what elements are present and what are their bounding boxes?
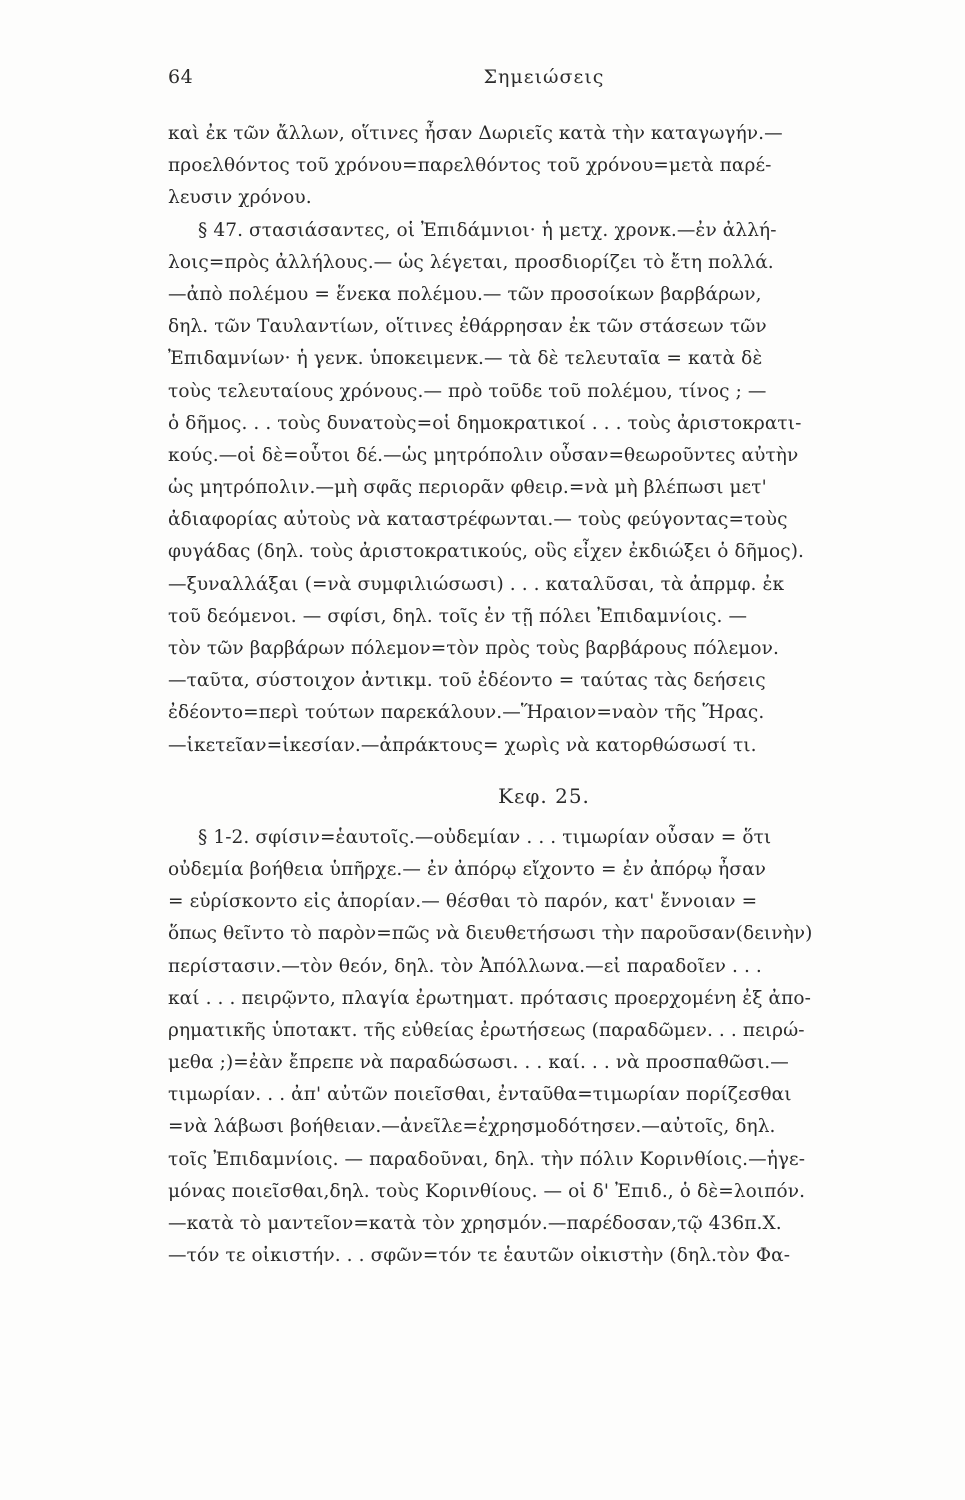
text-line: Ἐπιδαμνίων· ἡ γενκ. ὑποκειμενκ.— τὰ δὲ τελευταῖα = κατὰ δὲ	[168, 348, 763, 370]
text-line: φυγάδας (δηλ. τοὺς ἀριστοκρατικούς, οὓς εἶχεν ἐκδιώξει ὁ δῆμος).	[168, 541, 805, 563]
text-line: λευσιν χρόνου.	[168, 187, 312, 209]
text-line: μεθα ;)=ἐὰν ἔπρεπε νὰ παραδώσωσι. . . καί. . . νὰ προσπαθῶσι.—	[168, 1052, 789, 1074]
text-line: τοῖς Ἐπιδαμνίοις. — παραδοῦναι, δηλ. τὴν πόλιν Κορινθίοις.—ἡγε-	[168, 1148, 806, 1170]
text-line: ρηματικῆς ὑποτακτ. τῆς εὐθείας ἐρωτήσεως (παραδῶμεν. . . πειρώ-	[168, 1019, 805, 1041]
commentary-section-ch24	[168, 118, 938, 762]
text-line: λοις=πρὸς ἀλλήλους.— ὡς λέγεται, προσδιορίζει τὸ ἔτη πολλά.	[168, 251, 774, 273]
text-line: καί . . . πειρῷντο, πλαγία ἐρωτηματ. πρότασις προερχομένη ἐξ ἀπο-	[168, 987, 811, 1009]
text-line: —τόν τε οἰκιστήν. . . σφῶν=τόν τε ἑαυτῶν οἰκιστὴν (δηλ.τὸν Φα-	[168, 1245, 791, 1267]
commentary-section-ch25	[168, 822, 938, 1273]
text-line: § 47. στασιάσαντες, οἱ Ἐπιδάμνιοι· ἡ μετχ. χρονκ.—ἐν ἀλλή-	[198, 219, 777, 241]
text-line: κούς.—οἱ δὲ=οὗτοι δέ.—ὡς μητρόπολιν οὖσαν=θεωροῦντες αὐτὴν	[168, 444, 799, 466]
text-line: —ἀπὸ πολέμου = ἕνεκα πολέμου.— τῶν προσοίκων βαρβάρων,	[168, 283, 762, 305]
text-line: = εὑρίσκοντο εἰς ἀπορίαν.— θέσθαι τὸ παρόν, κατ' ἔννοιαν =	[168, 891, 758, 913]
text-line: ἀδιαφορίας αὐτοὺς νὰ καταστρέφωνται.— τοὺς φεύγοντας=τοὺς	[168, 509, 788, 531]
text-line: —ξυναλλάξαι (=νὰ συμφιλιώσωσι) . . . καταλῦσαι, τὰ ἀπρμφ. ἐκ	[168, 573, 785, 595]
running-title: Σημειώσεις	[483, 66, 605, 88]
text-line: τιμωρίαν. . . ἀπ' αὐτῶν ποιεῖσθαι, ἐνταῦθα=τιμωρίαν πορίζεσθαι	[168, 1084, 792, 1106]
page-header	[168, 66, 920, 96]
chapter-heading: Κεφ. 25.	[498, 783, 590, 808]
text-line: ἐδέοντο=περὶ τούτων παρεκάλουν.—Ἥραιον=ναὸν τῆς Ἥρας.	[168, 702, 765, 724]
text-line: § 1-2. σφίσιν=ἑαυτοῖς.—οὐδεμίαν . . . τιμωρίαν οὖσαν = ὅτι	[198, 826, 772, 848]
text-line: =νὰ λάβωσι βοήθειαν.—ἀνεῖλε=ἐχρησμοδότησεν.—αὐτοῖς, δηλ.	[168, 1116, 776, 1138]
text-line: προελθόντος τοῦ χρόνου=παρελθόντος τοῦ χρόνου=μετὰ παρέ-	[168, 155, 772, 177]
page-body	[168, 118, 938, 1272]
text-line: —κατὰ τὸ μαντεῖον=κατὰ τὸν χρησμόν.—παρέδοσαν,τῷ 436π.Χ.	[168, 1213, 782, 1234]
page-number: 64	[168, 66, 194, 88]
text-line: —ἱκετεῖαν=ἱκεσίαν.—ἀπράκτους= χωρὶς νὰ κατορθώσωσί τι.	[168, 734, 757, 756]
text-line: ὅπως θεῖντο τὸ παρὸν=πῶς νὰ διευθετήσωσι τὴν παροῦσαν(δεινὴν)	[168, 923, 813, 945]
text-line: τὸν τῶν βαρβάρων πόλεμον=τὸν πρὸς τοὺς βαρβάρους πόλεμον.	[168, 638, 779, 659]
text-line: ὁ δῆμος. . . τοὺς δυνατοὺς=οἱ δημοκρατικοί . . . τοὺς ἀριστοκρατι-	[168, 412, 802, 434]
text-line: οὐδεμία βοήθεια ὑπῆρχε.— ἐν ἀπόρῳ εἴχοντο = ἐν ἀπόρῳ ἦσαν	[168, 858, 767, 880]
text-line: δηλ. τῶν Ταυλαντίων, οἵτινες ἐθάρρησαν ἐκ τῶν στάσεων τῶν	[168, 316, 767, 338]
text-line: τοῦ δεόμενοι. — σφίσι, δηλ. τοῖς ἐν τῇ πόλει Ἐπιδαμνίοις. —	[168, 605, 748, 627]
text-line: —ταῦτα, σύστοιχον ἀντικμ. τοῦ ἐδέοντο = ταύτας τὰς δεήσεις	[168, 670, 766, 692]
text-line: τοὺς τελευταίους χρόνους.— πρὸ τοῦδε τοῦ πολέμου, τίνος ; —	[168, 380, 767, 402]
text-line: ὡς μητρόπολιν.—μὴ σφᾶς περιορᾶν φθειρ.=νὰ μὴ βλέπωσι μετ'	[168, 477, 767, 499]
text-line: περίστασιν.—τὸν θεόν, δηλ. τὸν Ἀπόλλωνα.—εἰ παραδοῖεν . . .	[168, 955, 762, 977]
text-line: μόνας ποιεῖσθαι,δηλ. τοὺς Κορινθίους. — οἱ δ' Ἐπιδ., ὁ δὲ=λοιπόν.	[168, 1180, 806, 1202]
text-line: καὶ ἐκ τῶν ἄλλων, οἵτινες ἦσαν Δωριεῖς κατὰ τὴν καταγωγήν.—	[168, 123, 783, 144]
